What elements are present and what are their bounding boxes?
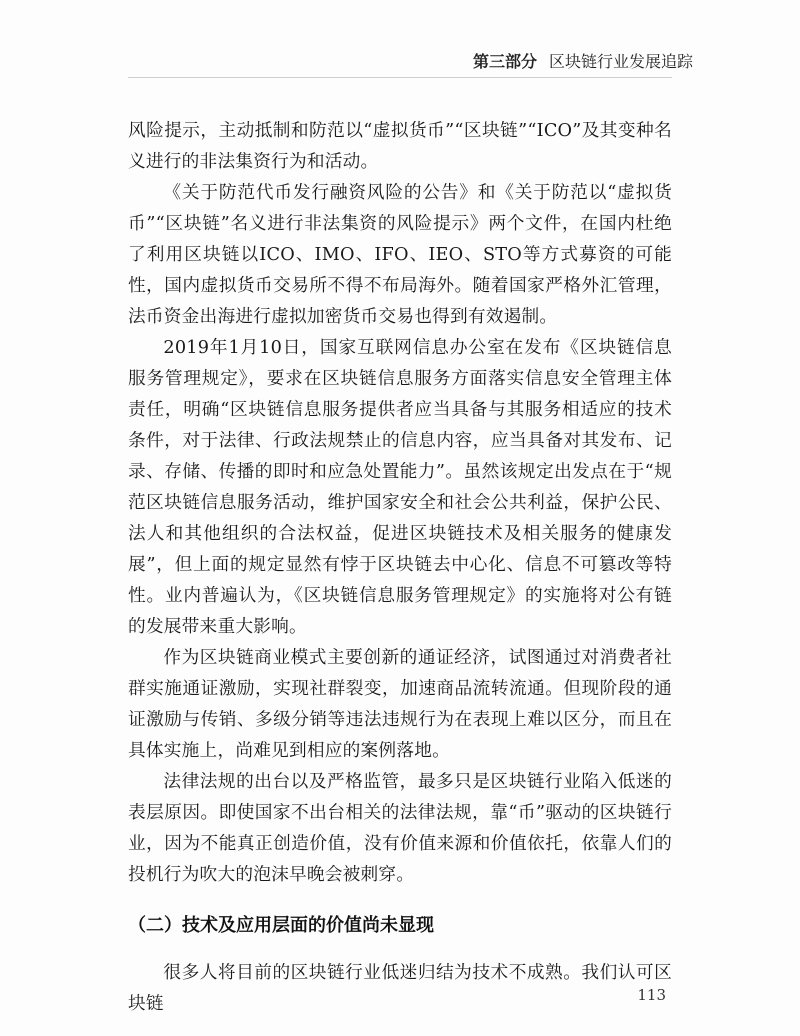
section-heading: （二）技术及应用层面的价值尚未显现: [128, 915, 434, 936]
header-part-label: 第三部分: [472, 52, 537, 71]
page-number: 113: [637, 986, 666, 1004]
body-text: [128, 116, 672, 1020]
running-header: [473, 49, 693, 72]
paragraph: 《关于防范代币发行融资风险的公告》和《关于防范以“虚拟货币”“区块链”名义进行非法集资的风险提示》两个文件，在国内杜绝了利用区块链以ICO、IMO、IFO、IEO、STO等方式募资的可能性，国内虚拟货币交易所不得不布局海外。随着国家严格外汇管理，法币资金出海进行虚拟加密货币交易也得到有效遏制。: [128, 183, 672, 327]
paragraph: 很多人将目前的区块链行业低迷归结为技术不成熟。我们认可区块链: [128, 963, 672, 1014]
paragraph-continued: 风险提示，主动抵制和防范以“虚拟货币”“区块链”“ICO”及其变种名义进行的非法集资行为和活动。: [128, 121, 672, 172]
header-chapter-title: 区块链行业发展追踪: [548, 52, 693, 71]
paragraph: 法律法规的出台以及严格监管，最多只是区块链行业陷入低迷的表层原因。即使国家不出台相关的法律法规，靠“币”驱动的区块链行业，因为不能真正创造价值，没有价值来源和价值依托，依靠人们的投机行为吹大的泡沫早晚会被刺穿。: [128, 772, 672, 885]
header-divider: [128, 77, 672, 78]
paragraph: 2019年1月10日，国家互联网信息办公室在发布《区块链信息服务管理规定》，要求在区块链信息服务方面落实信息安全管理主体责任，明确“区块链信息服务提供者应当具备与其服务相适应的技术条件，对于法律、行政法规禁止的信息内容，应当具备对其发布、记录、存储、传播的即时和应急处置能力”。虽然该规定出发点在于“规范区块链信息服务活动，维护国家安全和社会公共利益，保护公民、法人和其他组织的合法权益，促进区块链技术及相关服务的健康发展”，但上面的规定显然有悖于区块链去中心化、信息不可篡改等特性。业内普遍认为，《区块链信息服务管理规定》的实施将对公有链的发展带来重大影响。: [128, 338, 672, 637]
paragraph: 作为区块链商业模式主要创新的通证经济，试图通过对消费者社群实施通证激励，实现社群裂变，加速商品流转流通。但现阶段的通证激励与传销、多级分销等违法违规行为在表现上难以区分，而且在具体实施上，尚难见到相应的案例落地。: [128, 648, 672, 761]
